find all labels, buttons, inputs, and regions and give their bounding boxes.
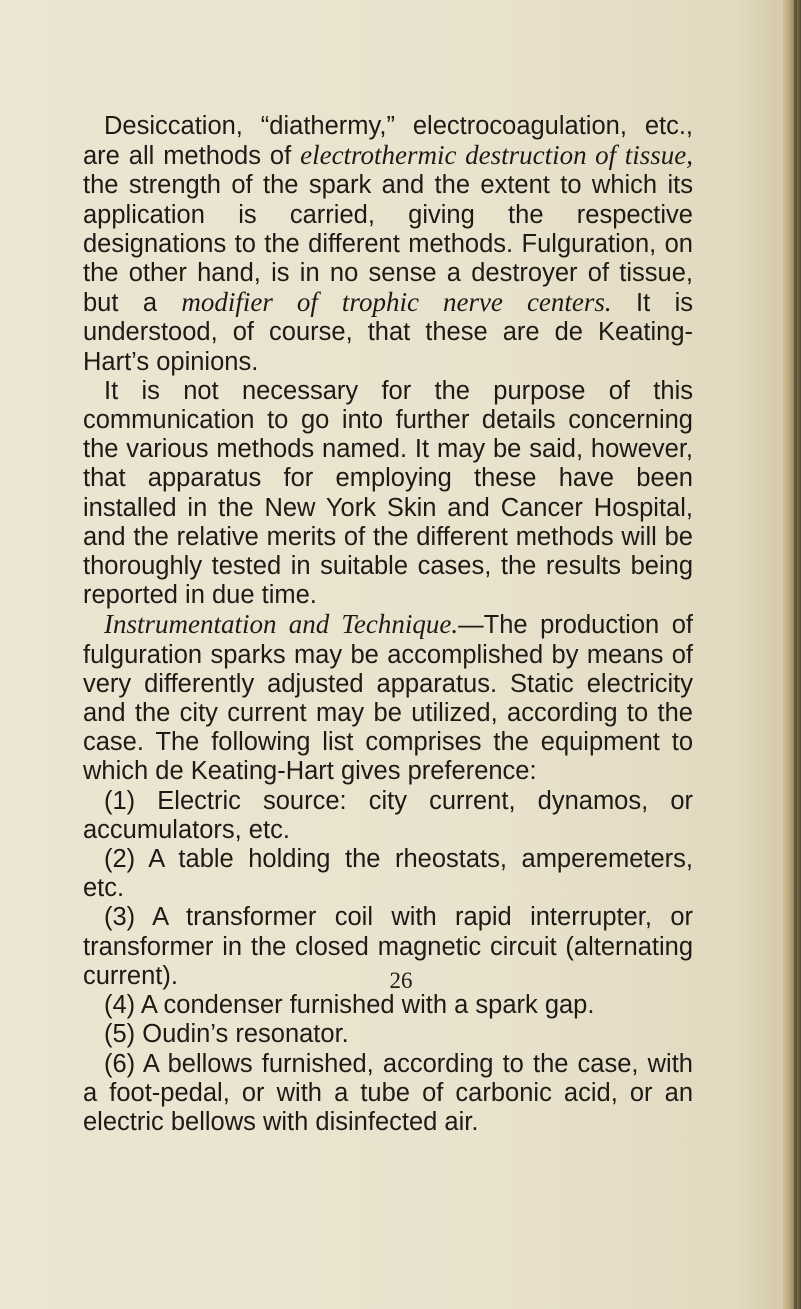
list-item: (5) Oudin’s resonator.	[104, 1020, 349, 1049]
list-item: (1) Electric source: city current, dynamos, or accumulators, etc.	[83, 786, 693, 844]
list-item: (6) A bellows furnished, according to the case, with a foot-pedal, or with a tube of carbonic acid, or an electric bellows with disinfected air.	[83, 1049, 693, 1136]
page-number: 26	[389, 968, 413, 993]
italic-phrase-electrothermic: electrothermic destruction of tissue,	[300, 140, 693, 171]
section-heading-instrumentation: Instrumentation and Technique.	[104, 609, 459, 640]
paragraph-instrumentation: Instrumentation and Technique.—The production of fulguration sparks may be accomplished by means of very differently adjusted apparatus. Static electricity and the city current may be utilized, according to the case. The following list comprises the equipment to which de Keating-Hart gives preference:	[83, 609, 693, 786]
list-item: (4) A condenser furnished with a spark gap.	[104, 991, 595, 1020]
paragraph-desiccation: Desiccation, “diathermy,” electrocoagulation, etc., are all methods of electrothermic destruction of tissue, the strength of the spark and the extent to which its application is carried, giving the respective designations to the different methods. Fulguration, on the other hand, is in no sense a destroyer of tissue, but a modifier of trophic nerve centers. It is understood, of course, that these are de Keating-Hart’s opinions.	[83, 112, 693, 376]
book-spine-edge	[783, 0, 801, 1309]
book-spine-shadow	[794, 0, 797, 1309]
list-item: (2) A table holding the rheostats, amperemeters, etc.	[83, 845, 693, 903]
paragraph-apparatus: It is not necessary for the purpose of this communication to go into further details concerning the various methods named. It may be said, however, that apparatus for employing these have been installed in the New York Skin and Cancer Hospital, and the relative merits of the different methods will be thoroughly tested in suitable cases, the results being reported in due time.	[83, 376, 693, 610]
list-item: (3) A transformer coil with rapid interrupter, or transformer in the closed magnetic circuit (alternating current).	[83, 903, 693, 990]
italic-phrase-modifier: modifier of trophic nerve centers.	[181, 287, 612, 318]
